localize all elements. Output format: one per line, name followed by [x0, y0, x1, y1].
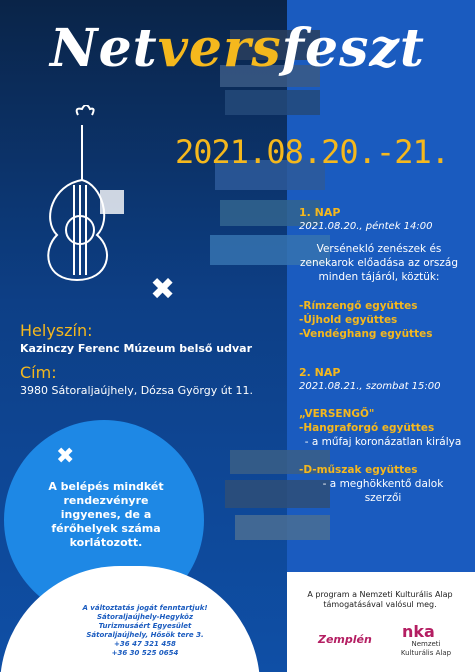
day1-date: 2021.08.20., péntek 14:00: [299, 221, 433, 232]
day2-heading: 2. NAP: [299, 366, 341, 379]
footer-line-3: Turizmusáért Egyesület: [98, 622, 192, 630]
day2-contest-title: „VERSENGŐ": [299, 408, 375, 420]
footer-line-1: A változtatás jogát fenntartjuk!: [82, 604, 208, 612]
day2-band-1: -Hangraforgó együttes: [299, 422, 435, 434]
footer-line-2: Sátoraljaújhely-Hegyköz: [96, 613, 194, 621]
day2-date: 2021.08.21., szombat 15:00: [299, 381, 441, 392]
close-x-icon: ✖: [150, 272, 176, 307]
day1-description: Versénekló zenészek és zenekarok előadása az ország minden tájáról, köztük:: [299, 243, 459, 283]
day2-band-2-sub: - a meghökkentő dalok szerzői: [322, 478, 444, 504]
address-value: 3980 Sátoraljaújhely, Dózsa György út 11.: [20, 384, 253, 397]
address-label: Cím:: [20, 363, 57, 382]
zemplen-logo: Zemplén: [318, 633, 372, 646]
footer-phone-1: +36 47 321 458: [114, 640, 176, 648]
day2-band-1-sub: - a műfaj koronázatlan királya: [304, 436, 462, 448]
event-date: 2021.08.20.-21.: [175, 133, 449, 171]
day1-heading: 1. NAP: [299, 206, 341, 219]
nka-logo: nka: [402, 622, 435, 641]
organizer-info: [80, 604, 210, 658]
day1-band-3: -Vendéghang együttes: [299, 328, 433, 340]
poster-title: Netversfeszt: [50, 18, 425, 79]
nka-logo-subtitle: Nemzeti Kulturális Alap: [400, 640, 452, 657]
close-x-icon: ✖: [56, 444, 75, 469]
day1-band-2: -Újhold együttes: [299, 314, 398, 326]
day1-band-1: -Rímzengő együttes: [299, 300, 418, 312]
footer-phone-2: +36 30 525 0654: [111, 649, 179, 657]
admission-notice: A belépés mindkét rendezvényre ingyenes, de a férőhelyek száma korlátozott.: [48, 480, 164, 549]
footer-line-4: Sátoraljaújhely, Hősök tere 3.: [86, 631, 204, 639]
guitar-illustration: [30, 105, 130, 295]
location-value: Kazinczy Ferenc Múzeum belső udvar: [20, 342, 252, 355]
location-label: Helyszín:: [20, 321, 93, 340]
support-note: A program a Nemzeti Kulturális Alap támogatásával valósul meg.: [307, 590, 453, 609]
day2-band-2: -D-műszak együttes: [299, 464, 418, 476]
